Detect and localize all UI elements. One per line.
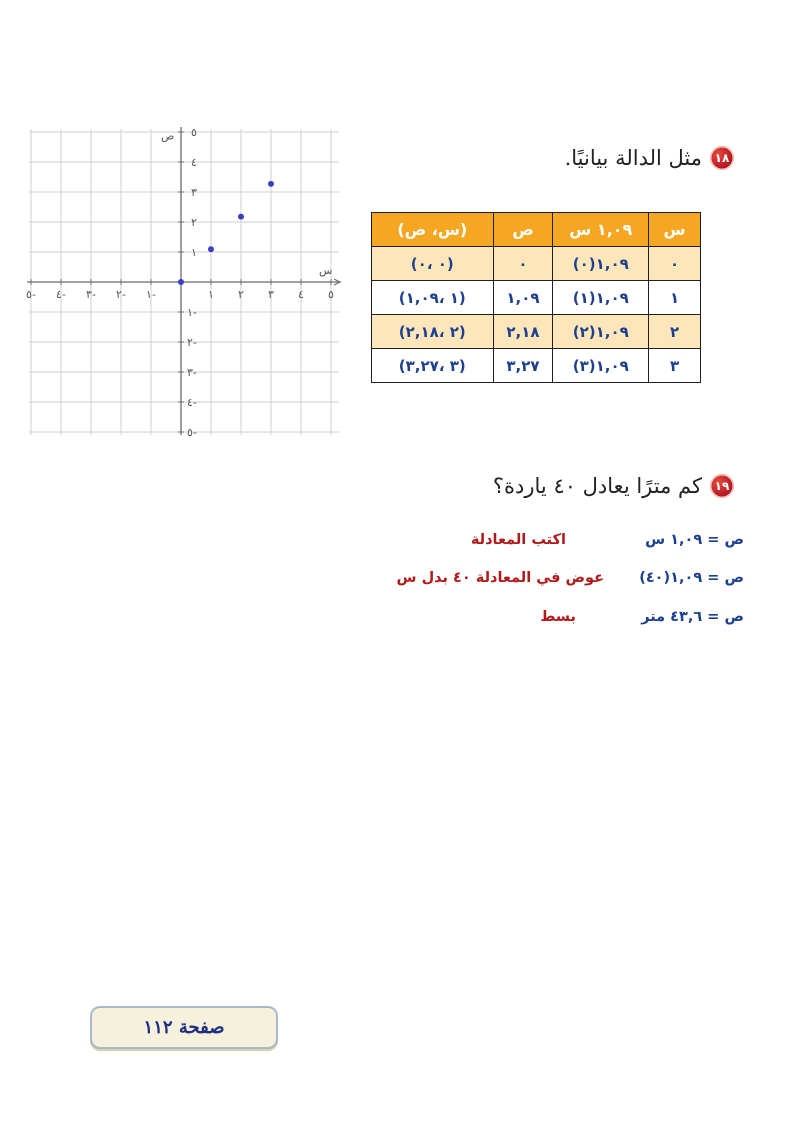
table-cell: ١,٠٩(٠) xyxy=(553,247,649,281)
y-tick-label: ٣ xyxy=(191,186,197,199)
table-row xyxy=(372,349,701,383)
table-cell: ٢,١٨ xyxy=(493,315,553,349)
table-cell: ١,٠٩(٣) xyxy=(553,349,649,383)
table-cell: ٠ xyxy=(493,247,553,281)
table-cell: ٠ xyxy=(649,247,701,281)
question-18-number-badge: ١٨ xyxy=(710,146,734,170)
x-axis-label: س xyxy=(319,264,333,277)
solution-note: بسط xyxy=(540,609,576,625)
page-number-label: صفحة ١١٢ xyxy=(143,1017,225,1038)
data-point xyxy=(238,214,244,220)
question-18-heading xyxy=(565,146,734,170)
table-cell: (٣ ،٣,٢٧) xyxy=(372,349,494,383)
table-header-row xyxy=(372,213,701,247)
solution-equation: ص = ١,٠٩ س xyxy=(645,532,744,548)
table-cell: ١,٠٩(٢) xyxy=(553,315,649,349)
y-tick-label: ١ xyxy=(191,246,197,259)
table-cell: ١,٠٩ xyxy=(493,281,553,315)
table-cell: ١,٠٩(١) xyxy=(553,281,649,315)
table-row xyxy=(372,281,701,315)
data-point xyxy=(178,279,184,285)
solution-note: اكتب المعادلة xyxy=(470,532,566,548)
x-tick-label: ١- xyxy=(146,288,156,301)
table-header-y: ص xyxy=(493,213,553,247)
solution-equation: ص = ١,٠٩(٤٠) xyxy=(639,570,744,586)
solution-note: عوض في المعادلة ٤٠ بدل س xyxy=(396,570,604,586)
x-tick-label: ١ xyxy=(208,288,214,301)
y-tick-label: ٤- xyxy=(187,396,197,409)
table-cell: ١ xyxy=(649,281,701,315)
y-tick-label: ٥ xyxy=(191,126,197,139)
y-axis-label: ص xyxy=(161,129,175,143)
question-19-number-badge: ١٩ xyxy=(710,474,734,498)
table-cell: (٠ ،٠) xyxy=(372,247,494,281)
x-tick-label: ٣ xyxy=(268,288,274,301)
table-header-pair: (س، ص) xyxy=(372,213,494,247)
data-point xyxy=(208,246,214,252)
table-header-expression: ١,٠٩ س xyxy=(553,213,649,247)
page-number-badge xyxy=(90,1006,278,1049)
table-cell: ٣,٢٧ xyxy=(493,349,553,383)
question-19-text: كم مترًا يعادل ٤٠ ياردة؟ xyxy=(492,474,702,498)
coordinate-graph xyxy=(25,125,343,437)
table-header-x: س xyxy=(649,213,701,247)
table-cell: ٢ xyxy=(649,315,701,349)
question-18-text: مثل الدالة بيانيًا. xyxy=(564,146,702,170)
y-tick-label: ٢ xyxy=(191,216,197,229)
solution-step-1 xyxy=(471,532,744,548)
axes xyxy=(27,127,341,435)
table-cell: ٣ xyxy=(649,349,701,383)
data-point xyxy=(268,181,274,187)
table-cell: (٢ ،٢,١٨) xyxy=(372,315,494,349)
table-row xyxy=(372,247,701,281)
y-tick-label: ٢- xyxy=(187,336,197,349)
function-value-table xyxy=(371,212,701,383)
solution-step-2 xyxy=(397,570,744,586)
x-tick-label: ٤ xyxy=(298,288,304,301)
x-tick-label: ٥- xyxy=(26,288,36,301)
x-tick-label: ٣- xyxy=(86,288,96,301)
x-tick-label: ٢ xyxy=(238,288,244,301)
solution-step-3 xyxy=(540,609,744,625)
y-tick-label: ٥- xyxy=(187,426,197,437)
y-tick-label: ٣- xyxy=(187,366,197,379)
x-tick-label: ٤- xyxy=(56,288,66,301)
table-row xyxy=(372,315,701,349)
x-tick-label: ٢- xyxy=(116,288,126,301)
question-19-heading xyxy=(493,474,734,498)
table-cell: (١ ،١,٠٩) xyxy=(372,281,494,315)
solution-equation: ص = ٤٣,٦ متر xyxy=(641,609,744,625)
y-tick-label: ١- xyxy=(187,306,197,319)
y-tick-label: ٤ xyxy=(191,156,197,169)
x-tick-label: ٥ xyxy=(328,288,334,301)
